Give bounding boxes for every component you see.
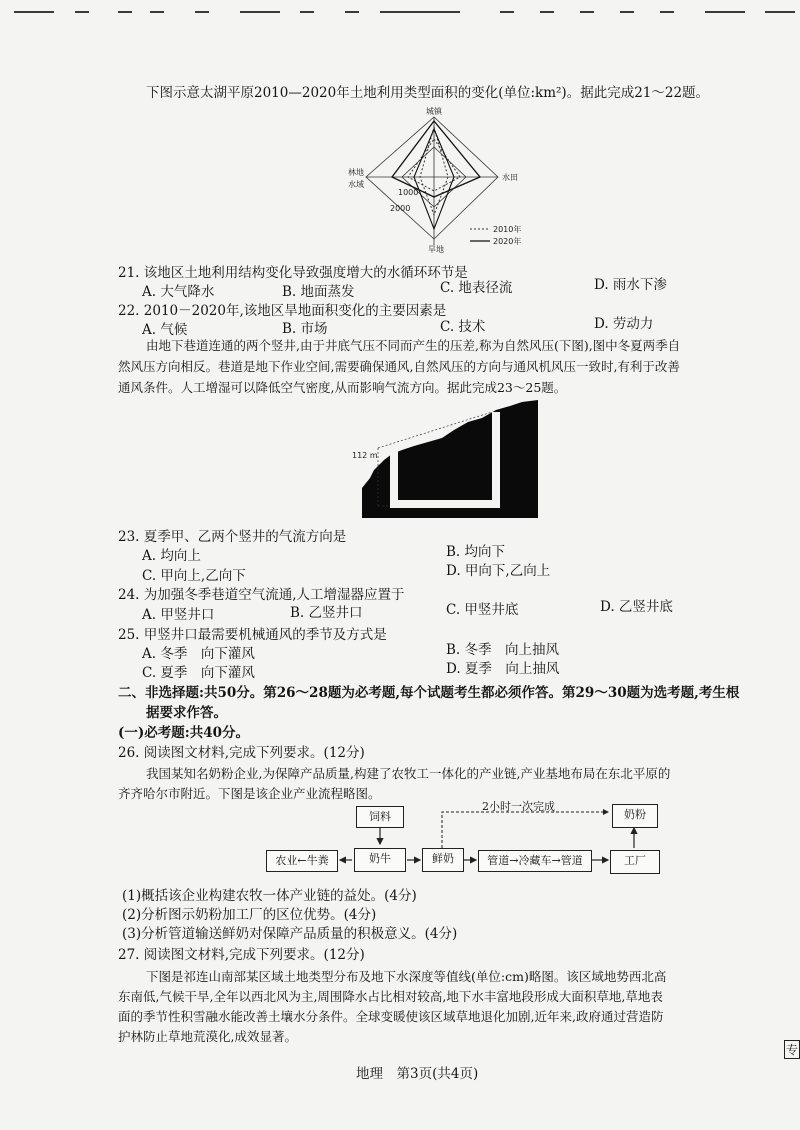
q23-stem: 23. 夏季甲、乙两个竖井的气流方向是 <box>118 529 347 545</box>
tunnel <box>390 500 500 508</box>
q22-option-c: C. 技术 <box>440 319 486 335</box>
q27-material-line-1: 下图是祁连山南部某区域土地类型分布及地下水深度等值线(单位:cm)略图。该区域地势西北高 <box>146 969 667 984</box>
scan-dash <box>620 11 634 13</box>
flow-box-pipeline: 管道→冷藏车→管道 <box>478 850 592 872</box>
legend-label-2020: 2020年 <box>493 237 522 246</box>
axis-label-bottom: 旱地 <box>428 245 444 253</box>
scan-dash <box>540 11 554 13</box>
axis-label-left-2: 水域 <box>348 180 364 189</box>
passage-23-line-2: 然风压方向相反。巷道是地下作业空间,需要确保通风,自然风压的方向与通风机风压一致时,有利于改善 <box>118 359 680 374</box>
q23-option-c: C. 甲向上,乙向下 <box>142 568 246 584</box>
axis-label-right: 水田 <box>502 173 518 182</box>
shaft-jia <box>390 450 398 506</box>
scan-dash <box>300 11 314 13</box>
scan-dash <box>660 11 674 13</box>
axis-label-top: 城镇 <box>426 107 442 116</box>
q27-stem: 27. 阅读图文材料,完成下列要求。(12分) <box>118 947 365 963</box>
q24-option-c: C. 甲竖井底 <box>446 602 519 618</box>
passage-23-line-3: 通风条件。人工增湿可以降低空气密度,从而影响气流方向。据此完成23～25题。 <box>118 380 567 395</box>
q24-stem: 24. 为加强冬季巷道空气流通,人工增湿器应置于 <box>118 587 405 603</box>
q21-option-b: B. 地面蒸发 <box>282 284 355 300</box>
scan-dash <box>705 11 745 13</box>
q21-option-c: C. 地表径流 <box>440 280 513 296</box>
q24-option-d: D. 乙竖井底 <box>600 599 673 615</box>
flow-box-factory: 工厂 <box>610 850 660 874</box>
q27-material-line-3: 面的季节性积雪融水能改善土壤水分条件。全球变暖使该区域草地退化加剧,近年来,政府通过营造防 <box>118 1009 664 1024</box>
tick-label-1000: 1000 <box>398 188 419 197</box>
q24-option-b: B. 乙竖井口 <box>290 605 363 621</box>
q27-material-line-4: 护林防止草地荒漠化,成效显著。 <box>118 1029 297 1044</box>
q21-22-intro: 下图示意太湖平原2010—2020年土地利用类型面积的变化(单位:km²)。据此完成21～22题。 <box>146 85 710 101</box>
q21-option-a: A. 大气降水 <box>142 284 215 300</box>
scan-dash <box>118 11 132 13</box>
land-use-radar-chart <box>330 105 550 253</box>
scan-dash <box>150 11 164 13</box>
scan-dash <box>380 11 460 13</box>
section-2-subheading: (一)必考题:共40分。 <box>118 725 250 741</box>
scan-dash <box>195 11 209 13</box>
q25-option-b: B. 冬季 向上抽风 <box>446 642 560 658</box>
q22-option-a: A. 气候 <box>142 322 188 338</box>
flow-box-fresh-milk: 鲜奶 <box>422 848 464 872</box>
q25-option-d: D. 夏季 向上抽风 <box>446 661 560 677</box>
q25-option-c: C. 夏季 向下灌风 <box>142 665 255 681</box>
q21-option-d: D. 雨水下渗 <box>594 277 667 293</box>
q22-option-d: D. 劳动力 <box>594 316 654 332</box>
q26-material-line-1: 我国某知名奶粉企业,为保障产品质量,构建了农牧工一体化的产业链,产业基地布局在东北平原的 <box>146 766 671 781</box>
q26-sub-question-2: (2)分析图示奶粉加工厂的区位优势。(4分) <box>122 907 377 923</box>
q27-material-line-2: 东南低,气候干旱,全年以西北风为主,周围降水占比相对较高,地下水丰富地段形成大面积草地,草地表 <box>118 989 663 1004</box>
flow-box-feed: 饲料 <box>356 806 404 828</box>
q22-option-b: B. 市场 <box>282 321 328 337</box>
q26-stem: 26. 阅读图文材料,完成下列要求。(12分) <box>118 745 365 761</box>
q24-option-a: A. 甲竖井口 <box>142 607 215 623</box>
corner-mark: 专 <box>784 1040 800 1059</box>
legend-label-2010: 2010年 <box>493 225 522 234</box>
mine-shaft-diagram <box>342 400 542 518</box>
q25-option-a: A. 冬季 向下灌风 <box>142 646 255 662</box>
flow-box-milk-powder: 奶粉 <box>612 804 658 828</box>
scan-dash <box>580 11 594 13</box>
passage-23-line-1: 由地下巷道连通的两个竖井,由于井底气压不同而产生的压差,称为自然风压(下图),图中冬夏两季自 <box>146 338 681 353</box>
q23-option-b: B. 均向下 <box>446 544 506 560</box>
section-2-heading: 二、非选择题:共50分。第26～28题为必考题,每个试题考生都必须作答。第29～30题为选考题,考生根 <box>118 685 740 701</box>
q23-option-a: A. 均向上 <box>142 548 201 564</box>
q21-stem: 21. 该地区土地利用结构变化导致强度增大的水循环环节是 <box>118 265 468 281</box>
section-2-heading-cont: 据要求作答。 <box>146 705 227 721</box>
q26-material-line-2: 齐齐哈尔市附近。下图是该企业产业流程略图。 <box>118 786 381 801</box>
q26-sub-question-3: (3)分析管道输送鲜奶对保障产品质量的积极意义。(4分) <box>122 926 458 942</box>
industry-flow-diagram <box>262 800 672 880</box>
scan-dash <box>500 11 514 13</box>
tick-label-2000: 2000 <box>390 204 411 213</box>
q26-sub-question-1: (1)概括该企业构建农牧一体产业链的益处。(4分) <box>122 888 417 904</box>
height-label: 112 m <box>352 451 378 460</box>
scan-dash <box>345 11 359 13</box>
scan-dash <box>765 11 795 13</box>
axis-label-left-1: 林地 <box>348 168 364 177</box>
flow-box-cow: 奶牛 <box>354 848 406 872</box>
q22-stem: 22. 2010－2020年,该地区旱地面积变化的主要因素是 <box>118 303 447 319</box>
scan-dash <box>240 11 280 13</box>
scan-dash <box>14 11 54 13</box>
dashed-two-hour-path <box>442 812 608 848</box>
page-footer: 地理 第3页(共4页) <box>356 1066 479 1082</box>
shaft-yi <box>492 412 500 506</box>
flow-box-agriculture: 农业←牛粪 <box>266 850 338 872</box>
q25-stem: 25. 甲竖井口最需要机械通风的季节及方式是 <box>118 627 387 643</box>
q23-option-d: D. 甲向下,乙向上 <box>446 563 551 579</box>
flow-label-two-hours: 2小时一次完成 <box>482 800 555 813</box>
scan-dash <box>75 11 89 13</box>
